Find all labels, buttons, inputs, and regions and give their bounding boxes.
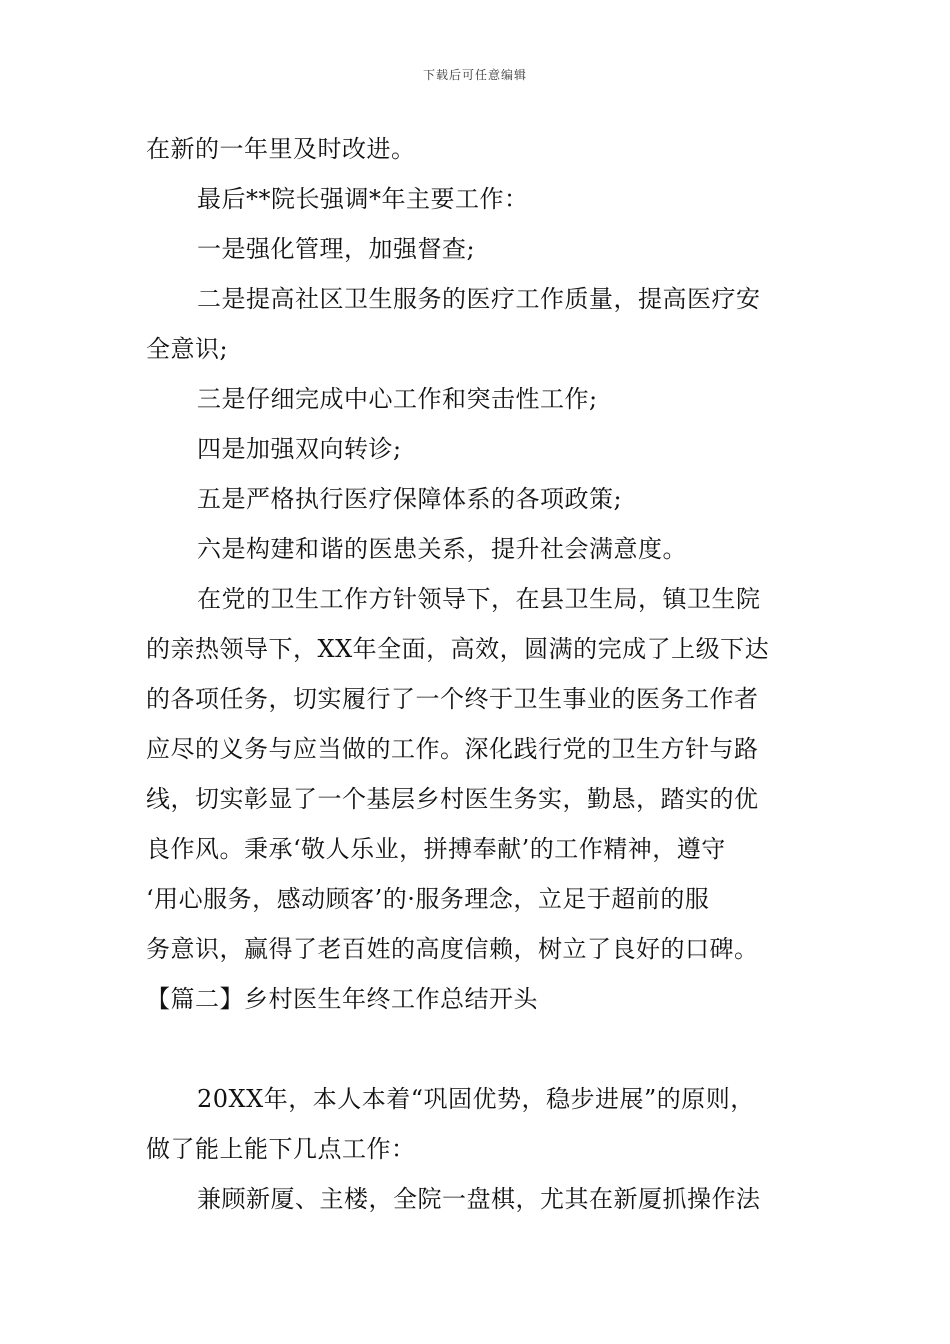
text-line: 兼顾新厦、主楼，全院一盘棋，尤其在新厦抓操作法 bbox=[197, 1185, 761, 1213]
text-line: 全意识; bbox=[146, 335, 229, 363]
text-line: 三是仔细完成中心工作和突击性工作; bbox=[197, 385, 598, 413]
text-line: 良作风。秉承‘敬人乐业，拼搏奉献’的工作精神，遵守 bbox=[146, 835, 726, 863]
text-line: ‘用心服务，感动顾客’的·服务理念，立足于超前的服 bbox=[146, 885, 710, 913]
text-line: 做了能上能下几点工作： bbox=[146, 1135, 416, 1163]
text-line: 一是强化管理，加强督查; bbox=[197, 235, 476, 263]
text-line: 应尽的义务与应当做的工作。深化践行党的卫生方针与路 bbox=[146, 735, 759, 763]
blank-line bbox=[146, 1024, 806, 1074]
text-line: 务意识，赢得了老百姓的高度信赖，树立了良好的口碑。 bbox=[146, 935, 759, 963]
text-line: 线，切实彰显了一个基层乡村医生务实，勤恳，踏实的优 bbox=[146, 785, 759, 813]
text-line: 的亲热领导下，XX年全面，高效，圆满的完成了上级下达 bbox=[146, 635, 770, 663]
text-line: 四是加强双向转诊; bbox=[197, 435, 402, 463]
text-line: 的各项任务，切实履行了一个终于卫生事业的医务工作者 bbox=[146, 685, 759, 713]
text-line: 最后**院长强调*年主要工作： bbox=[197, 185, 529, 213]
text-line: 五是严格执行医疗保障体系的各项政策; bbox=[197, 485, 623, 513]
section-heading: 【篇二】乡村医生年终工作总结开头 bbox=[146, 985, 538, 1013]
document-body bbox=[146, 124, 806, 1224]
text-line: 20XX年，本人本着“巩固优势，稳步进展”的原则， bbox=[197, 1085, 755, 1113]
text-line: 在党的卫生工作方针领导下，在县卫生局，镇卫生院 bbox=[197, 585, 761, 613]
text-line: 六是构建和谐的医患关系，提升社会满意度。 bbox=[197, 535, 687, 563]
page-header: 下载后可任意编辑 bbox=[422, 68, 527, 82]
text-line: 在新的一年里及时改进。 bbox=[146, 135, 416, 163]
text-line: 二是提高社区卫生服务的医疗工作质量，提高医疗安 bbox=[197, 285, 761, 313]
